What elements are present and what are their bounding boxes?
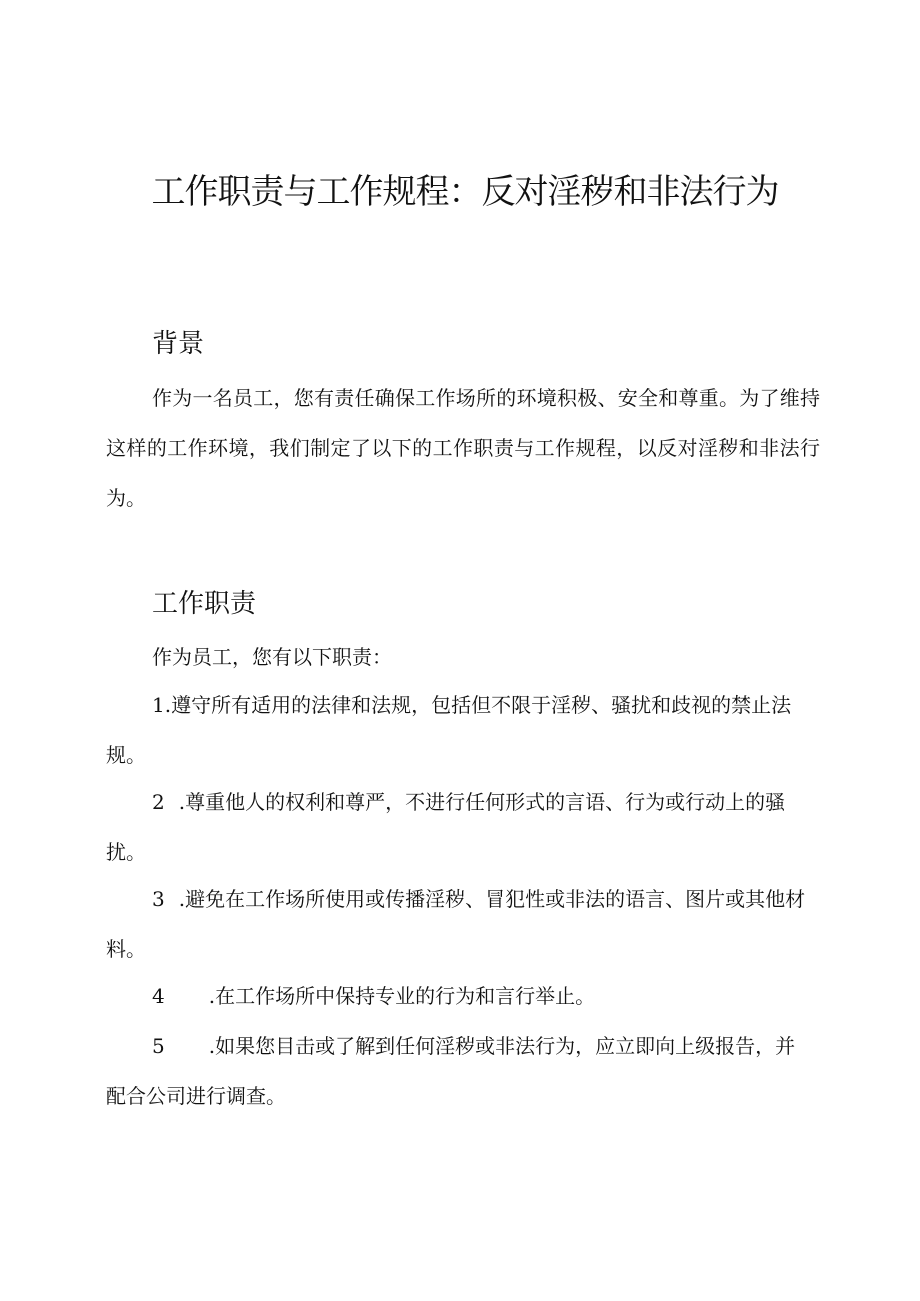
duty-item-number: 4 <box>152 984 165 1008</box>
duty-item-number: 5 <box>152 1034 165 1058</box>
duty-item-5 <box>106 1021 796 1121</box>
section-heading-background: 背景 <box>152 329 205 359</box>
duty-item-3 <box>106 874 820 974</box>
background-paragraph: 作为一名员工，您有责任确保工作场所的环境积极、安全和尊重。为了维持这样的工作环境，我们制定了以下的工作职责与工作规程，以反对淫秽和非法行为。 <box>106 386 820 510</box>
duty-item-4 <box>106 971 820 1021</box>
duty-item-number: 3 <box>152 887 165 911</box>
duty-item-1 <box>106 680 820 780</box>
duty-item-text: .在工作场所中保持专业的行为和言行举止。 <box>208 984 596 1008</box>
document-title: 工作职责与工作规程：反对淫秽和非法行为 <box>151 172 779 212</box>
duty-item-text: .尊重他人的权利和尊严，不进行任何形式的言语、行为或行动上的骚扰。 <box>106 790 786 864</box>
section-heading-duties: 工作职责 <box>152 589 257 619</box>
duty-item-text: .如果您目击或了解到任何淫秽或非法行为，应立即向上级报告，并配合公司进行调查。 <box>106 1034 796 1108</box>
duty-item-2 <box>106 777 820 877</box>
duty-item-number: 2 <box>152 790 165 814</box>
duty-item-text: 遵守所有适用的法律和法规，包括但不限于淫秽、骚扰和歧视的禁止法规。 <box>106 693 792 767</box>
duty-item-number: 1. <box>152 693 172 717</box>
duty-item-text: .避免在工作场所使用或传播淫秽、冒犯性或非法的语言、图片或其他材料。 <box>106 887 806 961</box>
duties-intro: 作为员工，您有以下职责： <box>152 645 392 669</box>
